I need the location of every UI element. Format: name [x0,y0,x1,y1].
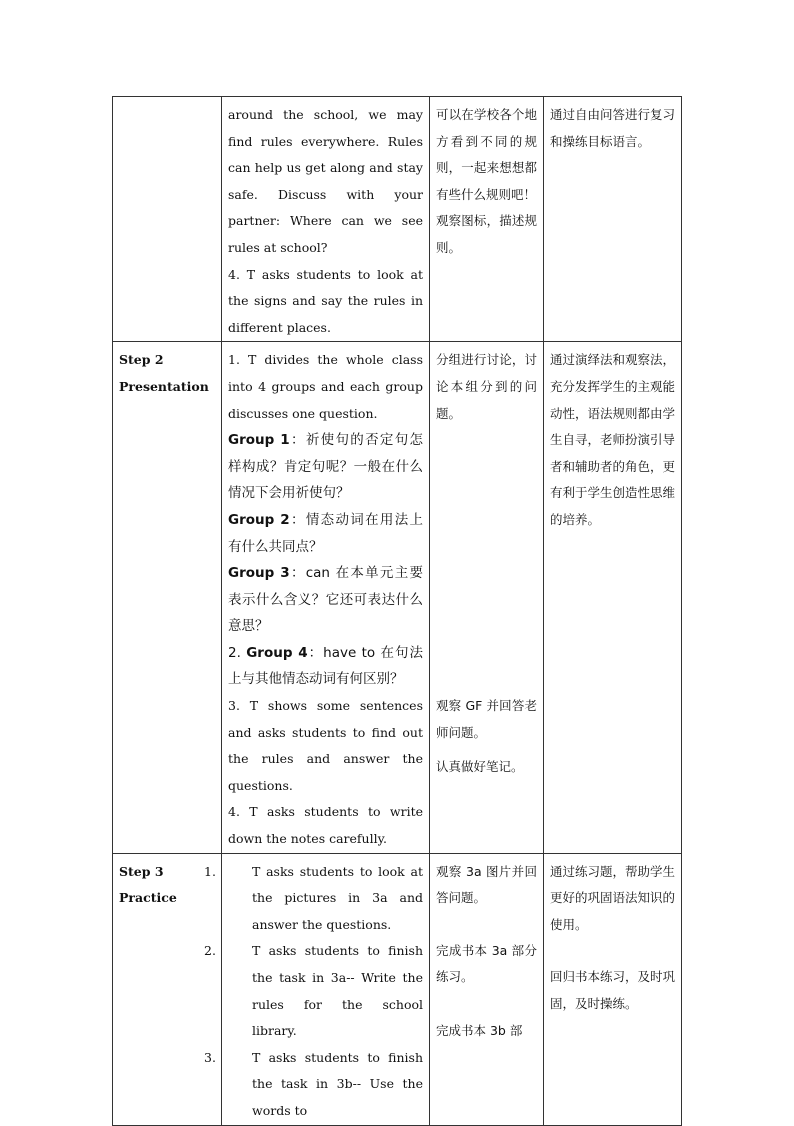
step-cell [113,342,222,853]
list-item [204,1045,423,1125]
table-row [113,97,682,342]
student-text: 完成书本 3a 部分练习。 [436,942,537,985]
student-text: 观察图标，描述规则。 [436,213,537,255]
group-question [228,640,423,693]
item-text: T asks students to finish the task in 3a-- Write the rules for the school library. [252,943,423,1039]
item-number: 2. [228,644,247,661]
item-text: T asks students to finish the task in 3b-- Use the words to [252,1049,423,1118]
purpose-cell [544,853,682,1125]
step-title: Practice [119,890,177,906]
activity-paragraph: 4. T asks students to write down the notes carefully. [228,804,423,847]
group-text: ：情态动词在用法上有什么共同点？ [228,511,424,555]
student-text: 分组进行讨论，讨论本组分到的问题。 [436,352,537,421]
group-question [228,560,423,640]
group-label: Group 4 [246,644,308,661]
spacer [550,938,675,964]
group-label: Group 1 [228,432,290,449]
step-cell [113,853,222,1125]
group-label: Group 3 [228,565,290,582]
purpose-text: 通过练习题，帮助学生更好的巩固语法知识的使用。 [550,863,676,932]
student-activity-cell [430,97,544,342]
spacer [436,427,537,693]
item-number: 3. [204,1049,216,1065]
list-item [204,938,423,1044]
group-question [228,507,423,560]
spacer [436,991,537,1018]
activity-cell [204,853,430,1125]
student-text: 认真做好笔记。 [436,759,524,775]
table-row [113,342,682,853]
step-number: Step 3 [119,863,164,879]
activity-paragraph: 3. T shows some sentences and asks students to find out the rules and answer the questions. [228,698,423,793]
purpose-cell [544,342,682,853]
lesson-plan-table [112,96,682,1126]
purpose-text: 回归书本练习，及时巩固，及时操练。 [550,969,676,1011]
purpose-cell [544,97,682,342]
group-label: Group 2 [228,511,290,528]
spacer [436,746,537,754]
step-cell [113,97,222,342]
group-question [228,427,423,507]
step-title: Presentation [119,378,209,394]
activity-paragraph: 1. T divides the whole class into 4 groups and each group discusses one question. [228,352,423,421]
student-text: 观察 GF 并回答老师问题。 [436,698,537,740]
group-text: ：can 在本单元主要表示什么含义？它还可表达什么意思？ [228,565,423,635]
item-number: 1. [204,863,216,879]
purpose-text: 通过自由问答进行复习和操练目标语言。 [550,107,676,149]
step-number: Step 2 [119,352,164,368]
student-activity-cell [430,853,544,1125]
group-text: ：have to 在句法上与其他情态动词有何区别？ [228,644,423,688]
spacer [436,912,537,938]
activity-paragraph: around the school, we may find rules everywhere. Rules can help us get along and stay safe. Discuss with your partner: Where can we see rules at school? [228,107,423,255]
item-number: 2. [204,943,216,959]
student-text: 完成书本 3b 部 [436,1023,523,1038]
list-item [204,859,423,939]
student-text: 观察 3a 图片并回答问题。 [436,863,537,906]
student-activity-cell [430,342,544,853]
table-row [113,853,682,1125]
activity-paragraph: 4. T asks students to look at the signs and say the rules in different places. [228,266,423,335]
group-text: ：祈使句的否定句怎样构成？肯定句呢？一般在什么情况下会用祈使句？ [228,432,424,502]
activity-cell [222,342,430,853]
student-text: 可以在学校各个地方看到不同的规则，一起来想想都有些什么规则吧！ [436,107,537,202]
item-text: T asks students to look at the pictures in 3a and answer the questions. [252,863,423,932]
activity-cell [222,97,430,342]
purpose-text: 通过演绎法和观察法，充分发挥学生的主观能动性，语法规则都由学生自寻，老师扮演引导者和辅助者的角色，更有利于学生创造性思维的培养。 [550,352,676,527]
